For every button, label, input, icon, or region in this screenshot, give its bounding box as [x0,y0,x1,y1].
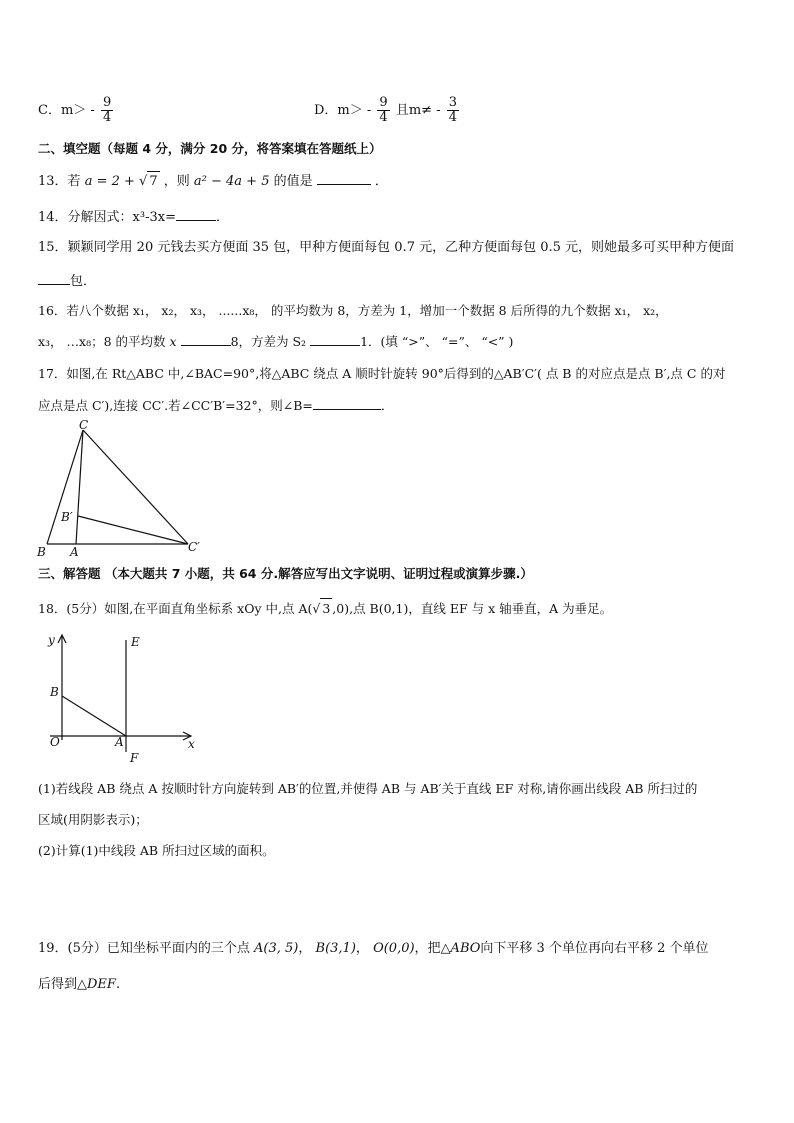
q18-intro [38,598,612,619]
q12-d-label: D．m＞ - [314,103,372,118]
q18-figure [40,628,210,763]
fig18-label-x: x [188,737,195,751]
q19-mid: ，把 [414,941,441,956]
q12-d-numerator2: 3 [448,95,458,110]
fig18-label-b: B [50,685,59,699]
fig17-label-b: B [37,545,46,559]
q15-line2 [38,270,96,292]
q14 [38,206,229,228]
q17-line2-a: 应点是点 C′),连接 CC′.若∠CC′B′=32°，则∠B= [38,398,313,413]
fig18-label-e: E [131,635,140,649]
fig18-label-a: A [115,735,124,749]
q18-part1-line2: 区域(用阴影表示)； [38,812,148,827]
q13-suffix: 的值是 [273,174,313,189]
q13-expr1: a = 2 + [84,174,140,189]
q16-mean-symbol: x [169,334,177,349]
q19-triangle-abo: △ABO [440,941,481,956]
q13 [38,170,388,192]
q12-c-denominator: 4 [102,110,112,125]
q16-answer-blank2[interactable] [310,331,360,346]
q12-c-fraction [101,96,113,125]
q18-intro-b: ,0),点 B(0,1)，直线 EF 与 x 轴垂直，A 为垂足。 [332,601,613,616]
q16-line1: 16．若八个数据 x₁， x₂， x₃， ......x₈， 的平均数为 8，方差为 1，增加一个数据 8 后所得的九个数据 x₁， x₂， [38,303,668,318]
q14-text: 14．分解因式：x³-3x= [38,210,176,225]
q17-line1: 17．如图,在 Rt△ABC 中,∠BAC=90°,将△ABC 绕点 A 顺时针旋转 90°后得到的△AB′C′( 点 B 的对应点是点 B′,点 C 的对 [38,366,726,381]
fig18-label-o: O [50,735,60,749]
q12-d-numerator1: 9 [379,95,388,110]
q12-d-denominator1: 4 [379,110,388,125]
q13-end: ． [374,174,388,189]
q12-c-numerator: 9 [102,95,112,110]
fig17-label-a: A [70,545,79,559]
q19-line1 [38,939,708,959]
q19-line2 [38,975,120,995]
q19-triangle-def: △DEF [77,977,116,992]
q19-line2-text: 后得到 [38,977,78,992]
q12-d-fraction1 [377,96,389,125]
q19-sep2: ， [355,941,369,956]
q17-end: ． [380,398,394,413]
q16-answer-blank1[interactable] [181,331,231,346]
q15-answer-blank[interactable] [38,270,70,285]
q16-line2 [38,331,513,352]
fig18-seg-ab [62,696,126,736]
q18-part1-line1: (1)若线段 AB 绕点 A 按顺时针方向旋转到 AB′的位置,并使得 AB 与 AB′关于直线 EF 对称,请你画出线段 AB 所扫过的 [38,781,698,796]
q13-expr2: a² − 4a + 5 [193,174,270,189]
q12-option-c [38,96,115,125]
fig17-label-c: C [79,418,89,432]
fig18-label-y: y [48,633,55,647]
q13-prefix: 13．若 [38,174,81,189]
q16-line2-b: 8，方差为 S₂ [230,334,307,349]
q12-d-middle: 且m≠ - [395,103,441,118]
q13-middle: ，则 [163,174,190,189]
q12-d-denominator2: 4 [448,110,458,125]
q19-point-o: O(0,0) [373,941,415,956]
q18-sqrt-arg: 3 [320,598,332,619]
q16-line2-c: 1．(填 “>”、 “=”、 “<” ) [360,334,514,349]
q17-line2 [38,395,393,416]
q19-point-b: B(3,1) [315,941,356,956]
q15-line1: 15．颖颖同学用 20 元钱去买方便面 35 包，甲种方便面每包 0.7 元，乙种方便面每包 0.5 元，则她最多可买甲种方便面 [38,240,735,255]
q17-seg-ccp [83,430,188,544]
fig17-label-bp: B′ [61,510,73,524]
q14-answer-blank[interactable] [176,206,216,221]
fig18-label-f: F [130,751,139,763]
q19-intro: 19．(5分）已知坐标平面内的三个点 [38,941,250,956]
fig17-label-cp: C′ [188,540,200,554]
q12-option-d [314,96,461,125]
q19-end: . [115,977,121,992]
q18-intro-a: 18．(5分）如图,在平面直角坐标系 xOy 中,点 A( [38,601,313,616]
q17-figure [30,418,220,563]
q19-translation: 向下平移 3 个单位再向右平移 2 个单位 [480,941,709,956]
q13-sqrt-arg: 7 [147,171,159,192]
q12-d-fraction2 [447,96,459,125]
q14-end: ． [215,210,229,225]
q18-sqrt-sign: √ [312,601,321,616]
q17-answer-blank[interactable] [313,395,381,410]
q19-point-a: A(3, 5) [254,941,299,956]
section2-header: 二、填空题（每题 4 分，满分 20 分，将答案填在答题纸上） [38,141,382,156]
q13-sqrt-sign: √ [139,174,148,189]
q17-seg-bpcp [78,516,188,544]
q13-answer-blank[interactable] [317,170,371,185]
q19-sep1: ， [298,941,312,956]
section3-header: 三、解答题 （本大题共 7 小题，共 64 分.解答应写出文字说明、证明过程或演算步骤.） [38,566,533,581]
q16-line2-a: x₃， …x₈；8 的平均数 [38,334,166,349]
q15-end: 包． [70,274,97,289]
q18-part2: (2)计算(1)中线段 AB 所扫过区域的面积。 [38,843,275,858]
q12-c-label: C．m＞ - [38,103,95,118]
